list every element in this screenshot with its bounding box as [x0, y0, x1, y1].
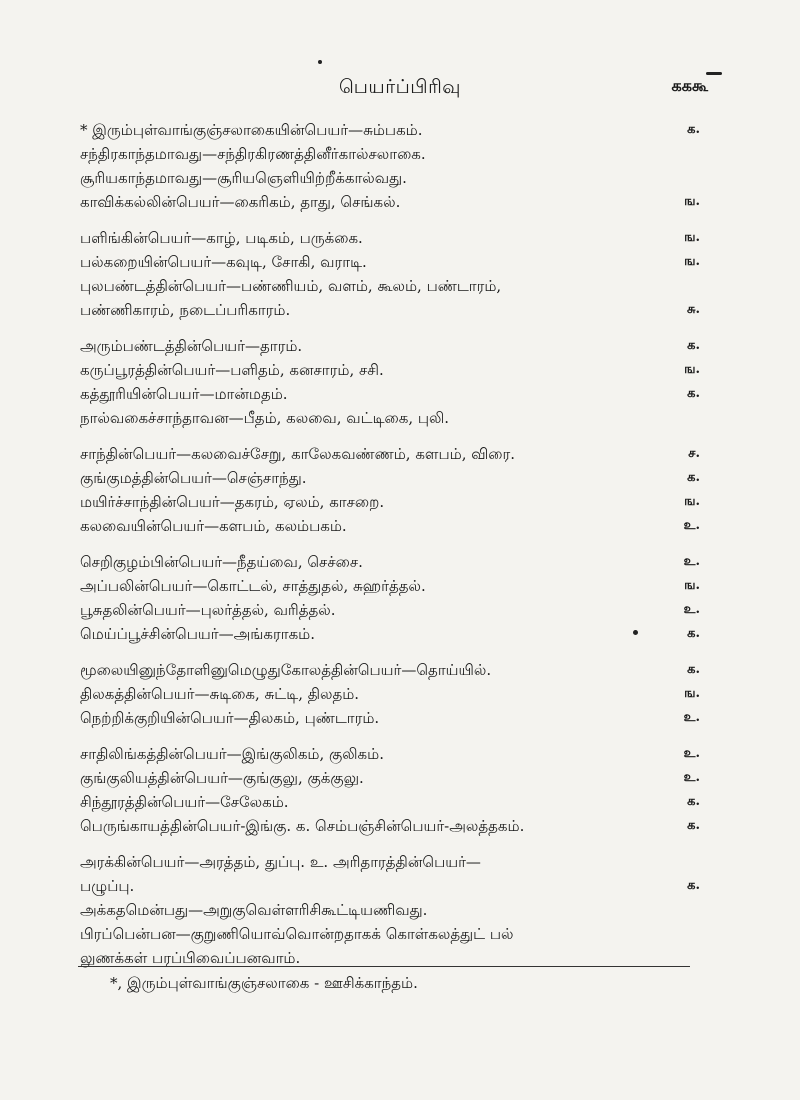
page-title: பெயர்ப்பிரிவு — [339, 76, 461, 98]
line-count-numeral: க. — [687, 122, 700, 137]
line-text: மூலையினுந்தோளினுமெழுதுகோலத்தின்பெயர்—தொய்யில். — [80, 661, 492, 679]
paragraph-gap — [80, 322, 700, 334]
text-line — [80, 514, 700, 538]
text-line — [80, 406, 700, 430]
line-text: குங்குமத்தின்பெயர்—செஞ்சாந்து. — [80, 469, 307, 487]
line-text: பல்கறையின்பெயர்—கவுடி, சோகி, வராடி. — [80, 253, 367, 271]
line-text: மெய்ப்பூச்சின்பெயர்—அங்கராகம். — [80, 625, 316, 643]
line-text: குங்குலியத்தின்பெயர்—குங்குலு, குக்குலு. — [80, 769, 364, 787]
text-line — [80, 298, 700, 322]
line-count-numeral: ங. — [684, 686, 700, 701]
footnote: *, இரும்புள்வாங்குஞ்சலாகை - ஊசிக்காந்தம். — [110, 974, 418, 992]
line-text: லுணக்கள் பரப்பிவைப்பனவாம். — [80, 949, 301, 967]
text-line — [80, 898, 700, 922]
line-count-numeral: க. — [687, 818, 700, 833]
text-line — [80, 622, 700, 646]
line-count-numeral: உ. — [683, 746, 700, 761]
line-text: பழுப்பு. — [80, 877, 135, 895]
line-count-numeral: சு. — [686, 302, 700, 317]
page-number: கககூ — [671, 76, 708, 95]
line-text: செறிகுழம்பின்பெயர்—நீதய்வை, செச்சை. — [80, 553, 363, 571]
text-line — [80, 598, 700, 622]
line-count-numeral: க. — [687, 386, 700, 401]
text-line — [80, 766, 700, 790]
text-line — [80, 814, 700, 838]
line-count-numeral: உ. — [683, 710, 700, 725]
text-line — [80, 742, 700, 766]
line-count-numeral: உ. — [683, 602, 700, 617]
line-count-numeral: ங. — [684, 494, 700, 509]
line-count-numeral: ங. — [684, 194, 700, 209]
text-line — [80, 466, 700, 490]
line-text: புலபண்டத்தின்பெயர்—பண்ணியம், வளம், கூலம், பண்டாரம், — [80, 277, 502, 295]
text-line — [80, 190, 700, 214]
text-line — [80, 250, 700, 274]
line-count-numeral: உ. — [683, 518, 700, 533]
line-text: அரக்கின்பெயர்—அரத்தம், துப்பு. உ. அரிதாரத்தின்பெயர்— — [80, 853, 481, 871]
text-line — [80, 382, 700, 406]
text-line — [80, 166, 700, 190]
line-text: கலவையின்பெயர்—களபம், கலம்பகம். — [80, 517, 347, 535]
line-text: திலகத்தின்பெயர்—சுடிகை, சுட்டி, திலதம். — [80, 685, 360, 703]
ink-speck — [633, 630, 638, 635]
ink-speck — [706, 72, 722, 75]
line-count-numeral: ங. — [684, 578, 700, 593]
line-text: பூசுதலின்பெயர்—புலர்த்தல், வரித்தல். — [80, 601, 336, 619]
line-count-numeral: ங. — [684, 230, 700, 245]
paragraph-gap — [80, 646, 700, 658]
paragraph-gap — [80, 838, 700, 850]
text-line — [80, 850, 700, 874]
line-count-numeral: க. — [687, 470, 700, 485]
line-count-numeral: உ. — [683, 554, 700, 569]
text-line — [80, 118, 700, 142]
line-text: சந்திரகாந்தமாவது—சந்திரகிரணத்தினீர்கால்சலாகை. — [80, 145, 426, 163]
line-text: அரும்பண்டத்தின்பெயர்—தாரம். — [80, 337, 303, 355]
line-count-numeral: உ. — [683, 770, 700, 785]
line-text: பளிங்கின்பெயர்—காழ், படிகம், பருக்கை. — [80, 229, 363, 247]
line-text: சாந்தின்பெயர்—கலவைச்சேறு, காலேகவண்ணம், களபம், விரை. — [80, 445, 516, 463]
line-text: அப்பலின்பெயர்—கொட்டல், சாத்துதல், சுஹர்த்தல். — [80, 577, 426, 595]
line-text: பெருங்காயத்தின்பெயர்-இங்கு. க. செம்பஞ்சின்பெயர்-அலத்தகம். — [80, 817, 525, 835]
text-line — [80, 922, 700, 946]
line-text: காவிக்கல்லின்பெயர்—கைரிகம், தாது, செங்கல். — [80, 193, 401, 211]
line-count-numeral: க. — [687, 794, 700, 809]
text-line — [80, 874, 700, 898]
line-text: நெற்றிக்குறியின்பெயர்—திலகம், புண்டாரம். — [80, 709, 380, 727]
line-text: பிரப்பென்பன—குறுணியொவ்வொன்றதாகக் கொள்கலத்துட் பல் — [80, 925, 514, 943]
text-line — [80, 334, 700, 358]
paragraph-gap — [80, 538, 700, 550]
paragraph-gap — [80, 430, 700, 442]
document-body — [80, 118, 700, 970]
text-line — [80, 706, 700, 730]
text-line — [80, 274, 700, 298]
line-text: சாதிலிங்கத்தின்பெயர்—இங்குலிகம், குலிகம். — [80, 745, 384, 763]
text-line — [80, 142, 700, 166]
line-text: * இரும்புள்வாங்குஞ்சலாகையின்பெயர்—சும்பகம். — [80, 121, 423, 139]
line-text: கருப்பூரத்தின்பெயர்—பளிதம், கனசாரம், சசி. — [80, 361, 384, 379]
text-line — [80, 658, 700, 682]
paragraph-gap — [80, 730, 700, 742]
line-count-numeral: ங. — [684, 254, 700, 269]
line-text: மயிர்ச்சாந்தின்பெயர்—தகரம், ஏலம், காசறை. — [80, 493, 385, 511]
line-count-numeral: க. — [687, 662, 700, 677]
line-text: நால்வகைச்சாந்தாவன—பீதம், கலவை, வட்டிகை, புலி. — [80, 409, 450, 427]
text-line — [80, 490, 700, 514]
line-count-numeral: ச. — [688, 446, 700, 461]
line-text: பண்ணிகாரம், நடைப்பரிகாரம். — [80, 301, 291, 319]
text-line — [80, 442, 700, 466]
text-line — [80, 682, 700, 706]
text-line — [80, 574, 700, 598]
line-text: சூரியகாந்தமாவது—சூரியஞெளியிற்றீக்கால்வது. — [80, 169, 407, 187]
line-count-numeral: க. — [687, 626, 700, 641]
line-text: கத்தூரியின்பெயர்—மான்மதம். — [80, 385, 288, 403]
line-count-numeral: க. — [687, 338, 700, 353]
text-line — [80, 226, 700, 250]
text-line — [80, 358, 700, 382]
line-text: அக்கதமென்பது—அறுகுவெள்ளரிசிகூட்டியணிவது. — [80, 901, 428, 919]
ink-speck — [318, 60, 322, 64]
footnote-divider — [78, 966, 690, 967]
text-line — [80, 790, 700, 814]
line-text: சிந்தூரத்தின்பெயர்—சேலேகம். — [80, 793, 289, 811]
text-line — [80, 550, 700, 574]
line-count-numeral: க. — [687, 878, 700, 893]
line-count-numeral: ங. — [684, 362, 700, 377]
paragraph-gap — [80, 214, 700, 226]
